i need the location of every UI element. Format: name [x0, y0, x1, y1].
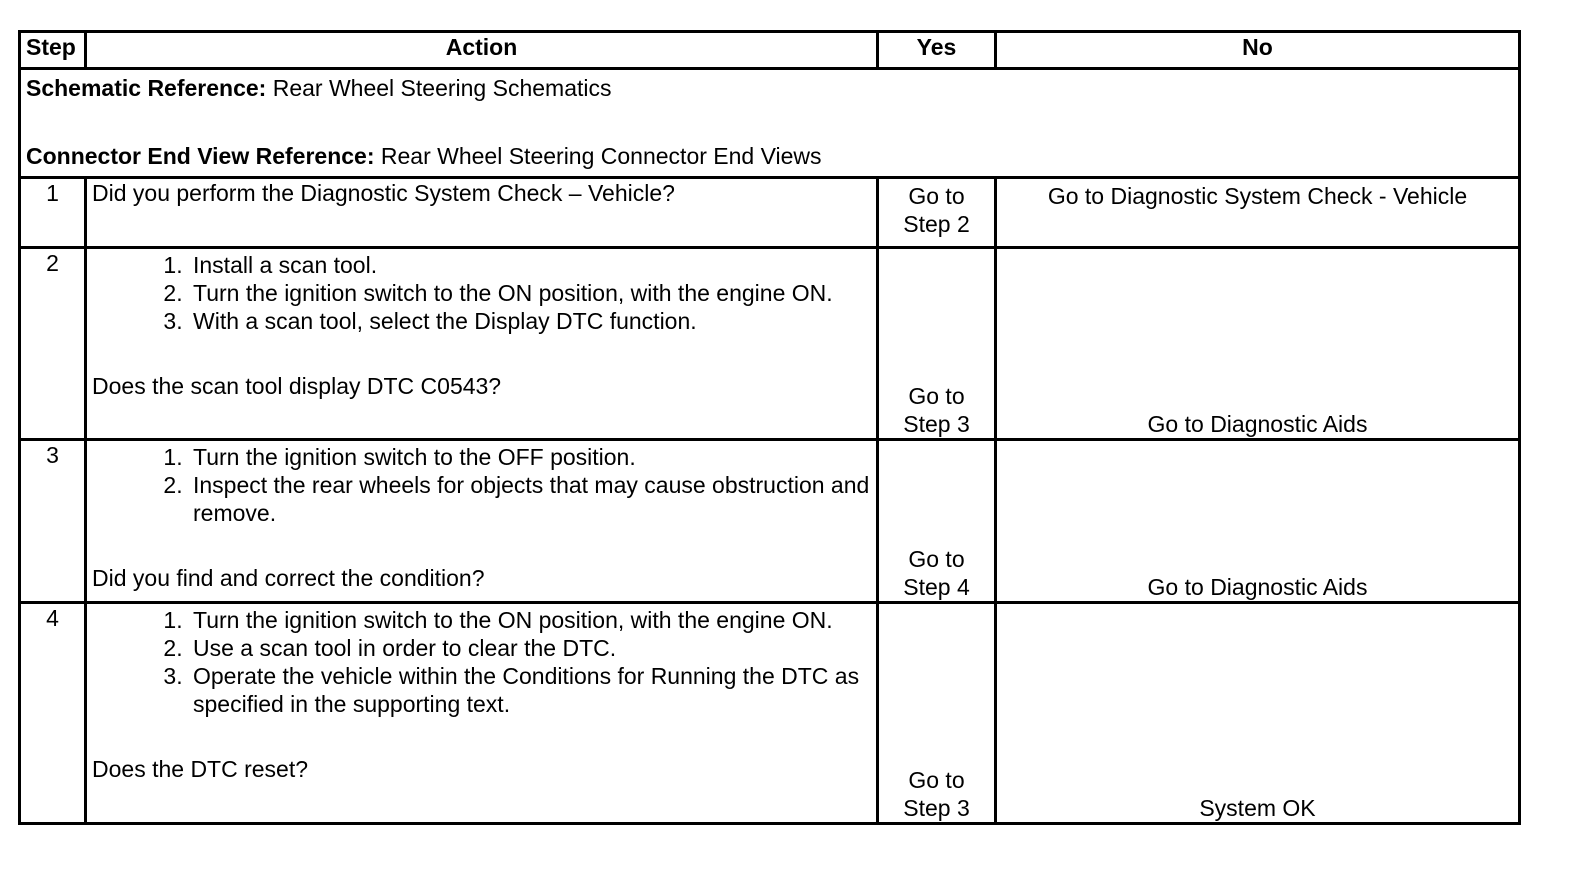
yes-goto-text: Go to	[908, 767, 965, 793]
header-row	[20, 32, 1520, 69]
diagnostic-table	[18, 30, 1521, 825]
action-cell	[86, 603, 878, 824]
yes-goto-step: Step 4	[903, 574, 970, 600]
procedure-item: 1. Turn the ignition switch to the ON position, with the engine ON.	[189, 606, 871, 634]
procedure-item: 3. With a scan tool, select the Display DTC function.	[189, 307, 871, 335]
step-header: Step	[20, 32, 86, 69]
step-number: 3	[20, 440, 86, 603]
table-row	[20, 440, 1520, 603]
step-number: 2	[20, 248, 86, 440]
action-cell	[86, 440, 878, 603]
procedure-item: 3. Operate the vehicle within the Conditions for Running the DTC as specified in the supporting text.	[189, 662, 871, 718]
table-row	[20, 603, 1520, 824]
step-question: Did you find and correct the condition?	[92, 565, 485, 591]
table-row	[20, 178, 1520, 248]
no-cell[interactable]: Go to Diagnostic Aids	[996, 440, 1520, 603]
connector-reference-label: Connector End View Reference:	[26, 143, 375, 169]
yes-goto-text: Go to	[908, 383, 965, 409]
step-question: Does the DTC reset?	[92, 756, 309, 782]
reference-row	[20, 69, 1520, 178]
yes-cell[interactable]	[878, 178, 996, 248]
step-question: Did you perform the Diagnostic System Check – Vehicle?	[92, 180, 675, 206]
procedure-list	[92, 443, 871, 527]
procedure-item: 2. Inspect the rear wheels for objects that may cause obstruction and remove.	[189, 471, 871, 527]
no-header: No	[996, 32, 1520, 69]
connector-reference-link[interactable]: Rear Wheel Steering Connector End Views	[374, 143, 822, 169]
procedure-list	[92, 606, 871, 718]
schematic-reference-label: Schematic Reference:	[26, 75, 267, 101]
yes-cell[interactable]	[878, 248, 996, 440]
schematic-reference-link[interactable]: Rear Wheel Steering Schematics	[266, 75, 612, 101]
step-number: 4	[20, 603, 86, 824]
no-cell[interactable]: Go to Diagnostic Aids	[996, 248, 1520, 440]
no-cell[interactable]: System OK	[996, 603, 1520, 824]
step-question: Does the scan tool display DTC C0543?	[92, 373, 502, 399]
yes-cell[interactable]	[878, 603, 996, 824]
yes-goto-step: Step 2	[903, 211, 970, 237]
procedure-item: 2. Use a scan tool in order to clear the DTC.	[189, 634, 871, 662]
procedure-item: 2. Turn the ignition switch to the ON position, with the engine ON.	[189, 279, 871, 307]
yes-goto-step: Step 3	[903, 411, 970, 437]
table-row	[20, 248, 1520, 440]
yes-header: Yes	[878, 32, 996, 69]
procedure-item: 1. Install a scan tool.	[189, 251, 871, 279]
schematic-reference	[26, 74, 1513, 102]
action-cell	[86, 248, 878, 440]
step-number: 1	[20, 178, 86, 248]
procedure-item: 1. Turn the ignition switch to the OFF position.	[189, 443, 871, 471]
action-cell	[86, 178, 878, 248]
reference-cell	[20, 69, 1520, 178]
yes-goto-text: Go to	[908, 546, 965, 572]
connector-reference	[26, 142, 1513, 170]
no-cell[interactable]: Go to Diagnostic System Check - Vehicle	[996, 178, 1520, 248]
yes-goto-text: Go to	[908, 183, 965, 209]
yes-goto-step: Step 3	[903, 795, 970, 821]
yes-cell[interactable]	[878, 440, 996, 603]
action-header: Action	[86, 32, 878, 69]
procedure-list	[92, 251, 871, 335]
